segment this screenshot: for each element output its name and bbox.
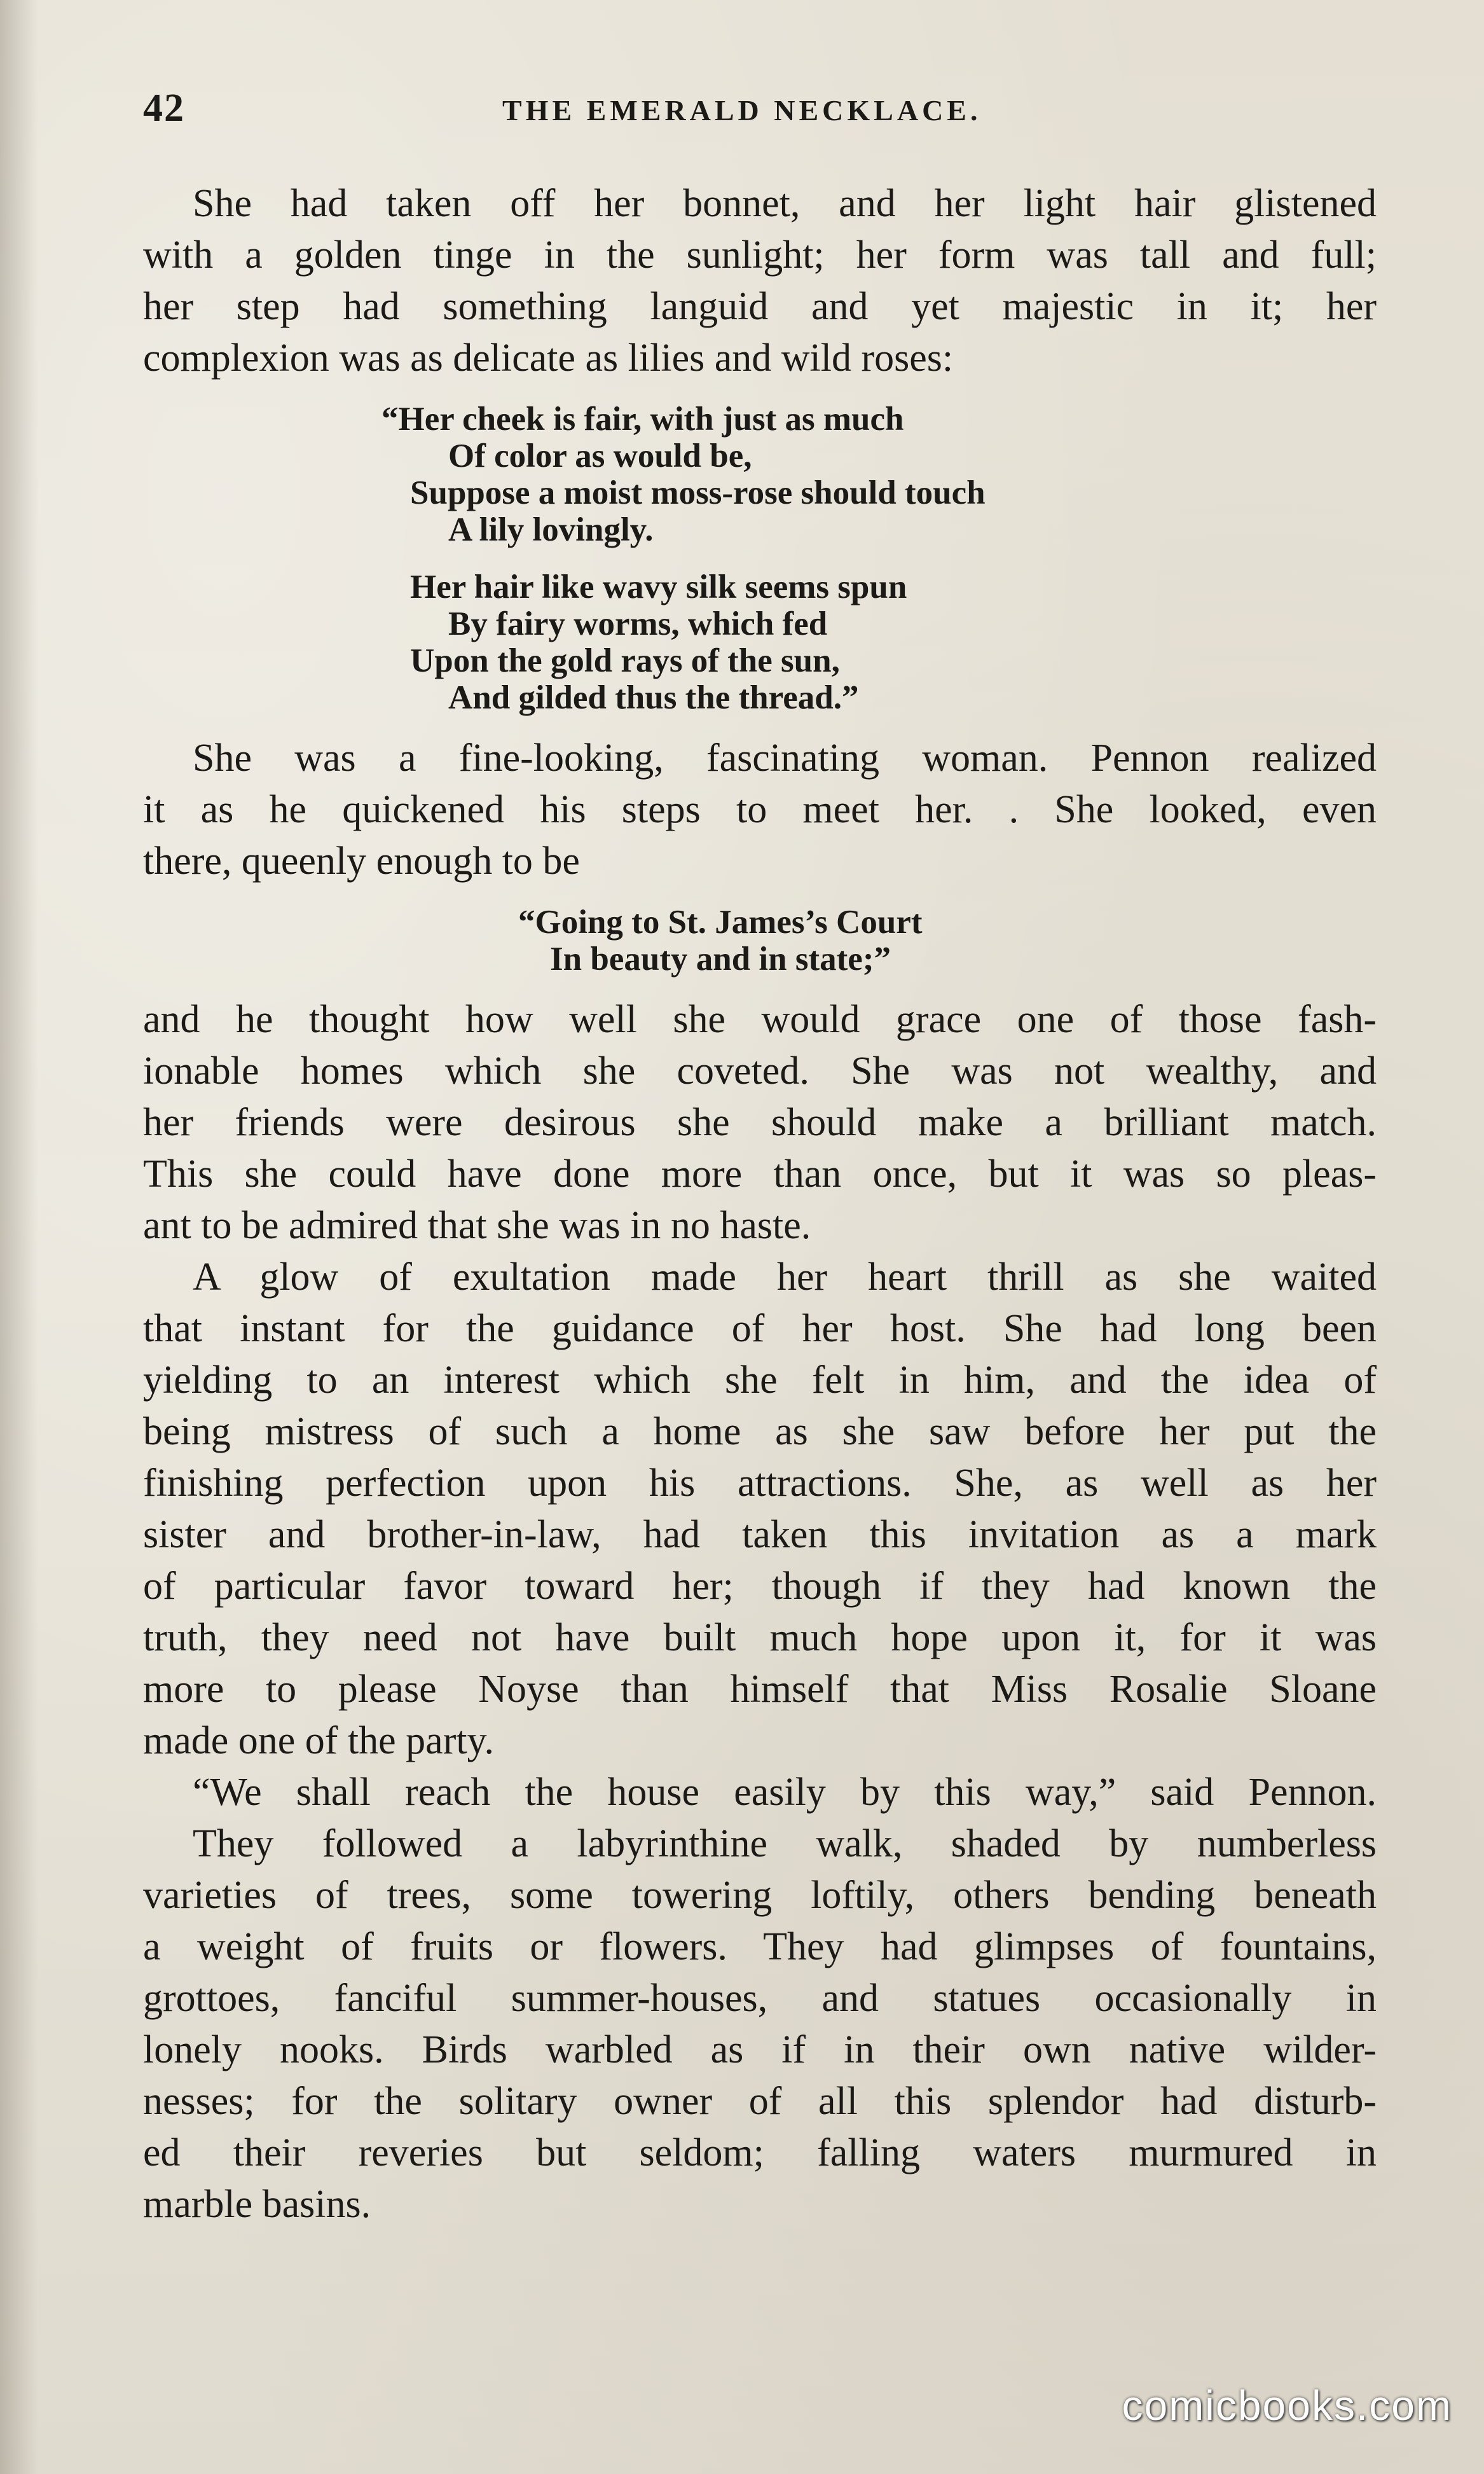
page-number: 42 — [143, 86, 185, 130]
verse-line: A lily lovingly. — [448, 511, 654, 548]
verse-line: By fairy worms, which fed — [448, 605, 828, 642]
text-line: a weight of fruits or flowers. They had glimpses of fountains, — [143, 1925, 1377, 1968]
text-line: She had taken off her bonnet, and her light hair glistened — [193, 182, 1377, 225]
verse-line: “Her cheek is fair, with just as much — [381, 401, 904, 438]
text-line: being mistress of such a home as she saw before her put the — [143, 1410, 1377, 1453]
text-line: ionable homes which she coveted. She was not wealthy, and — [143, 1049, 1377, 1093]
text-line: grottoes, fanciful summer-houses, and statues occasionally in — [143, 1977, 1377, 2020]
text-line: made one of the party. — [143, 1719, 495, 1762]
text-line: varieties of trees, some towering loftily, others bending beneath — [143, 1874, 1377, 1917]
verse-quote — [143, 904, 1377, 978]
text-line: finishing perfection upon his attractions. She, as well as her — [143, 1462, 1377, 1505]
text-line: This she could have done more than once, but it was so pleas- — [143, 1152, 1377, 1196]
text-line: her step had something languid and yet majestic in it; her — [143, 285, 1377, 328]
verse-line: “Going to St. James’s Court — [518, 904, 923, 941]
verse-line: Of color as would be, — [448, 438, 752, 474]
verse-line: In beauty and in state;” — [550, 941, 891, 978]
body-text — [143, 178, 1377, 2230]
text-line: lonely nooks. Birds warbled as if in their own native wilder- — [143, 2028, 1377, 2071]
text-line: ant to be admired that she was in no haste. — [143, 1204, 811, 1247]
watermark-text: comicbooks.com — [1122, 2382, 1452, 2429]
text-line: A glow of exultation made her heart thrill as she waited — [193, 1255, 1377, 1299]
running-title: THE EMERALD NECKLACE. — [502, 94, 982, 127]
text-line: of particular favor toward her; though if they had known the — [143, 1565, 1377, 1608]
text-line: it as he quickened his steps to meet her. . She looked, even — [143, 788, 1377, 831]
text-line: nesses; for the solitary owner of all this splendor had disturb- — [143, 2080, 1377, 2123]
text-line: truth, they need not have built much hope upon it, for it was — [143, 1616, 1377, 1659]
text-line: complexion was as delicate as lilies and wild roses: — [143, 336, 954, 380]
verse-line: Upon the gold rays of the sun, — [410, 642, 840, 679]
text-line: there, queenly enough to be — [143, 840, 580, 883]
verse-line: Her hair like wavy silk seems spun — [410, 569, 907, 605]
text-line: “We shall reach the house easily by this way,” said Pennon. — [193, 1771, 1377, 1814]
text-line: They followed a labyrinthine walk, shaded by numberless — [193, 1822, 1377, 1865]
text-line: ed their reveries but seldom; falling waters murmured in — [143, 2131, 1377, 2174]
text-line: and he thought how well she would grace one of those fash- — [143, 998, 1377, 1041]
text-line: marble basins. — [143, 2183, 371, 2226]
verse-line: Suppose a moist moss-rose should touch — [410, 474, 986, 511]
verse-quote — [143, 401, 1377, 716]
text-line: yielding to an interest which she felt in him, and the idea of — [143, 1358, 1377, 1402]
text-line: more to please Noyse than himself that Miss Rosalie Sloane — [143, 1668, 1377, 1711]
text-line: sister and brother-in-law, had taken this invitation as a mark — [143, 1513, 1377, 1556]
text-line: her friends were desirous she should make a brilliant match. — [143, 1101, 1377, 1144]
text-line: with a golden tinge in the sunlight; her form was tall and full; — [143, 233, 1377, 277]
text-line: that instant for the guidance of her host. She had long been — [143, 1307, 1377, 1350]
page-edge-shadow — [0, 0, 38, 2474]
verse-line: And gilded thus the thread.” — [448, 679, 859, 716]
text-line: She was a fine-looking, fascinating woman. Pennon realized — [193, 736, 1377, 780]
page-header — [143, 86, 1377, 143]
